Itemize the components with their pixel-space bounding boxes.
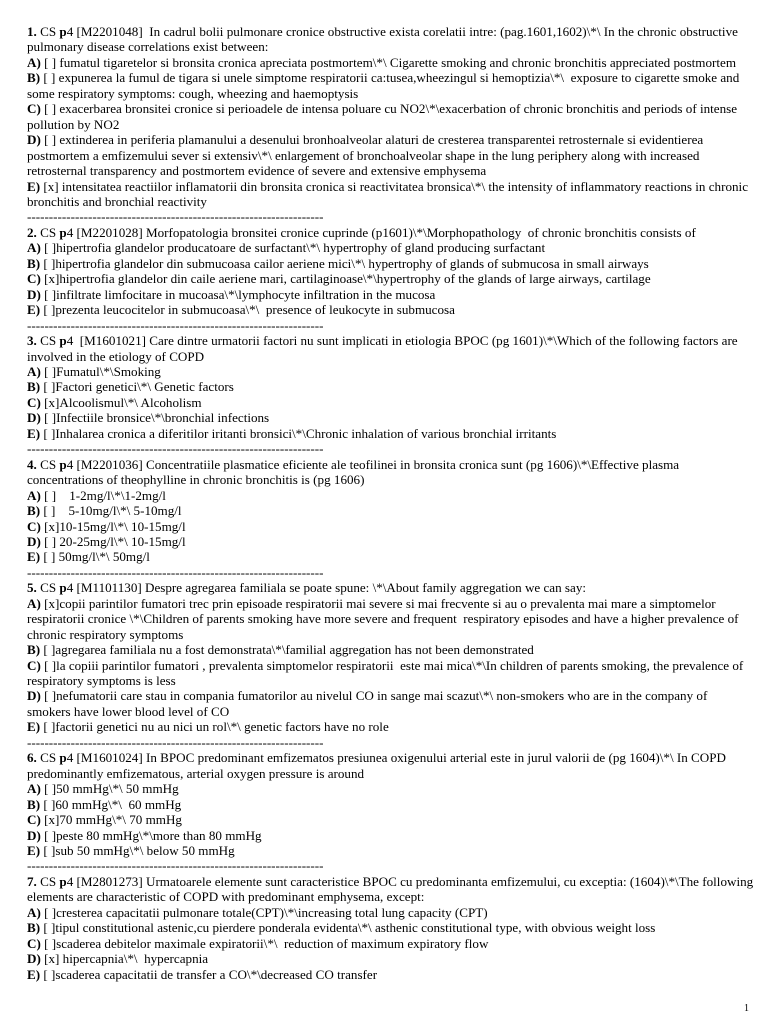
answer-option	[27, 240, 754, 255]
option-letter: D)	[27, 410, 41, 426]
question-3	[27, 333, 754, 364]
answer-option	[27, 179, 754, 210]
question-p-number: 4	[66, 224, 74, 240]
question-category: CS	[40, 456, 57, 472]
option-letter: E)	[27, 719, 41, 735]
option-letter: E)	[27, 302, 41, 318]
question-4	[27, 457, 754, 488]
option-letter: C)	[27, 271, 41, 287]
question-separator: --------------------------------------------------------------------	[27, 317, 324, 333]
question-text: [M1101130] Despre agregarea familiala se poate spune: \*\About family aggregation we can say:	[73, 580, 587, 596]
answer-option	[27, 488, 754, 503]
option-text: [ ] exacerbarea bronsitei cronice si perioadele de intensa poluare cu NO2\*\exacerbation of chronic bronchitis and periods of intense pollution by NO2	[27, 101, 741, 132]
option-text: [x] hipercapnia\*\ hypercapnia	[40, 951, 209, 967]
answer-option	[27, 812, 754, 827]
page-number: 1	[744, 1003, 749, 1014]
question-number: 6.	[27, 750, 37, 766]
answer-option	[27, 410, 754, 425]
answer-option	[27, 302, 754, 317]
answer-option	[27, 905, 754, 920]
answer-option	[27, 55, 754, 70]
option-letter: E)	[27, 549, 41, 565]
option-text: [ ]tipul constitutional astenic,cu pierdere ponderala evidenta\*\ asthenic constitutional type, with obvious weight loss	[40, 920, 656, 936]
option-letter: A)	[27, 54, 41, 70]
option-letter: C)	[27, 518, 41, 534]
question-separator: --------------------------------------------------------------------	[27, 858, 324, 874]
option-text: [ ]50 mmHg\*\ 50 mmHg	[40, 781, 179, 797]
answer-option	[27, 596, 754, 642]
option-letter: B)	[27, 503, 41, 519]
option-text: [ ]sub 50 mmHg\*\ below 50 mmHg	[40, 843, 235, 859]
answer-option	[27, 549, 754, 564]
option-text: [ ]60 mmHg\*\ 60 mmHg	[40, 796, 182, 812]
question-separator: --------------------------------------------------------------------	[27, 564, 324, 580]
answer-option	[27, 256, 754, 271]
question-text: [M2201036] Concentratiile plasmatice eficiente ale teofilinei in bronsita cronica sunt (pg 1606)\*\Effective plasma concentrations of theophylline in chronic bronchitis is (pg 1606)	[27, 456, 683, 488]
option-text: [x]Alcoolismul\*\ Alcoholism	[40, 394, 202, 410]
answer-option	[27, 797, 754, 812]
option-text: [x]70 mmHg\*\ 70 mmHg	[40, 812, 182, 828]
option-text: [ ]prezenta leucocitelor in submucoasa\*\ presence of leukocyte in submucosa	[40, 302, 455, 318]
answer-option	[27, 642, 754, 657]
option-letter: A)	[27, 363, 41, 379]
question-number: 3.	[27, 333, 37, 349]
option-text: [ ]agregarea familiala nu a fost demonstrata\*\familial aggregation has not been demonstrated	[40, 642, 534, 658]
answer-option	[27, 534, 754, 549]
question-category: CS	[40, 580, 57, 596]
option-text: [ ] 5-10mg/l\*\ 5-10mg/l	[40, 503, 182, 519]
answer-option	[27, 287, 754, 302]
question-p-number: 4	[66, 456, 74, 472]
question-text: [M2801273] Urmatoarele elemente sunt caracteristice BPOC cu predominanta emfizemului, cu exceptia: (1604)\*\The following elements are characteristic of COPD with predominant emphysema, except:	[27, 873, 757, 905]
question-separator: --------------------------------------------------------------------	[27, 441, 324, 457]
question-p-marker: p	[59, 224, 67, 240]
option-letter: C)	[27, 657, 41, 673]
option-letter: C)	[27, 812, 41, 828]
option-text: [ ]Inhalarea cronica a diferitilor iritanti bronsici\*\Chronic inhalation of various bronchial irritants	[40, 425, 557, 441]
option-text: [ ]factorii genetici nu au nici un rol\*\ genetic factors have no role	[40, 719, 389, 735]
answer-option	[27, 658, 754, 689]
option-letter: E)	[27, 966, 41, 982]
option-text: [ ]Fumatul\*\Smoking	[40, 363, 161, 379]
option-letter: D)	[27, 688, 41, 704]
question-number: 2.	[27, 224, 37, 240]
question-p-number: 4	[66, 873, 74, 889]
option-text: [ ] 50mg/l\*\ 50mg/l	[40, 549, 150, 565]
answer-option	[27, 936, 754, 951]
option-letter: C)	[27, 101, 41, 117]
question-number: 1.	[27, 24, 37, 39]
option-letter: B)	[27, 379, 41, 395]
option-letter: A)	[27, 781, 41, 797]
question-5	[27, 580, 754, 595]
question-number: 7.	[27, 873, 37, 889]
question-category: CS	[40, 24, 57, 39]
answer-option	[27, 781, 754, 796]
option-letter: D)	[27, 533, 41, 549]
answer-option	[27, 132, 754, 178]
option-letter: D)	[27, 951, 41, 967]
option-text: [ ]hipertrofia glandelor din submucoasa cailor aeriene mici\*\ hypertrophy of glands of submucosa in small airways	[40, 255, 649, 271]
option-letter: E)	[27, 178, 41, 194]
option-letter: E)	[27, 843, 41, 859]
option-text: [ ]Infectiile bronsice\*\bronchial infections	[40, 410, 270, 426]
option-letter: C)	[27, 394, 41, 410]
option-text: [ ] 20-25mg/l\*\ 10-15mg/l	[40, 533, 186, 549]
answer-option	[27, 519, 754, 534]
option-letter: B)	[27, 70, 41, 86]
question-2	[27, 225, 754, 240]
question-separator: --------------------------------------------------------------------	[27, 734, 324, 750]
option-text: [ ]hipertrofia glandelor producatoare de surfactant\*\ hypertrophy of gland producing surfactant	[40, 240, 546, 256]
answer-option	[27, 688, 754, 719]
question-text: [M2201048] In cadrul bolii pulmonare cronice obstructive exista corelatii intre: (pag.1601,1602)\*\ In the chronic obstructive pulmonary disease correlations exist between:	[27, 24, 742, 55]
option-text: [ ] fumatul tigaretelor si bronsita cronica apreciata postmortem\*\ Cigarette smoking and chronic bronchitis appreciated postmortem	[40, 54, 737, 70]
question-p-marker: p	[59, 750, 67, 766]
answer-option	[27, 426, 754, 441]
answer-option	[27, 503, 754, 518]
option-text: [ ]scaderea debitelor maximale expiratorii\*\ reduction of maximum expiratory flow	[40, 935, 489, 951]
option-text: [ ]la copiii parintilor fumatori , prevalenta simptomelor respiratorii este mai mica\*\In children of parents smoking, the prevalence of respiratory symptoms is less	[27, 657, 747, 689]
option-text: [ ]nefumatorii care stau in compania fumatorilor au nivelul CO in sange mai scazut\*\ non-smokers who are in the company of smokers have lower blood level of CO	[27, 688, 711, 719]
option-letter: A)	[27, 487, 41, 503]
answer-option	[27, 101, 754, 132]
question-p-marker: p	[59, 873, 67, 889]
question-number: 4.	[27, 456, 37, 472]
question-category: CS	[40, 333, 57, 349]
answer-option	[27, 828, 754, 843]
option-letter: B)	[27, 255, 41, 271]
option-text: [ ]scaderea capacitatii de transfer a CO\*\decreased CO transfer	[40, 966, 378, 982]
answer-option	[27, 364, 754, 379]
option-text: [x] intensitatea reactiilor inflamatorii din bronsita cronica si reactivitatea bronsica\*\ the intensity of inflammatory reactions in chronic bronchitis and bronchial reactivity	[27, 178, 752, 209]
question-separator: --------------------------------------------------------------------	[27, 209, 324, 225]
option-letter: D)	[27, 286, 41, 302]
option-letter: A)	[27, 904, 41, 920]
question-number: 5.	[27, 580, 37, 596]
question-p-number: 4	[66, 750, 74, 766]
answer-option	[27, 271, 754, 286]
option-text: [ ]Factori genetici\*\ Genetic factors	[40, 379, 234, 395]
question-p-marker: p	[59, 333, 67, 349]
option-text: [ ]infiltrate limfocitare in mucoasa\*\lymphocyte infiltration in the mucosa	[40, 286, 436, 302]
question-category: CS	[40, 224, 57, 240]
question-text: [M2201028] Morfopatologia bronsitei cronice cuprinde (p1601)\*\Morphopathology of chronic bronchitis consists of	[73, 224, 696, 240]
answer-option	[27, 395, 754, 410]
option-letter: B)	[27, 796, 41, 812]
answer-option	[27, 70, 754, 101]
option-text: [x]10-15mg/l\*\ 10-15mg/l	[40, 518, 186, 534]
option-text: [ ] expunerea la fumul de tigara si unele simptome respiratorii ca:tusea,wheezingul si hemoptizia\*\ exposure to cigarette smoke and some respiratory symptoms: cough, wheezing and haemoptysis	[27, 70, 743, 101]
option-text: [x]hipertrofia glandelor din caile aeriene mari, cartilaginoase\*\hypertrophy of the glands of large airways, cartilage	[40, 271, 651, 287]
option-letter: E)	[27, 425, 41, 441]
question-category: CS	[40, 750, 57, 766]
question-p-number: 4	[66, 580, 74, 596]
question-p-marker: p	[59, 456, 67, 472]
answer-option	[27, 843, 754, 858]
answer-option	[27, 920, 754, 935]
question-category: CS	[40, 873, 57, 889]
answer-option	[27, 379, 754, 394]
question-p-marker: p	[59, 580, 67, 596]
option-letter: A)	[27, 595, 41, 611]
option-letter: D)	[27, 827, 41, 843]
option-text: [ ] 1-2mg/l\*\1-2mg/l	[40, 487, 166, 503]
question-6	[27, 750, 754, 781]
question-p-number: 4	[66, 333, 74, 349]
question-text: [M1601021] Care dintre urmatorii factori nu sunt implicati in etiologia BPOC (pg 1601)\*\Which of the following factors are involved in the etiology of COPD	[27, 333, 741, 364]
option-text: [x]copii parintilor fumatori trec prin episoade respiratorii mai severe si mai frecvente si au o prevalenta mai mare a simptomelor respiratorii cronice \*\Children of parents smoking have more severe and frequent respiratory episodes and have a higher prevalence of chronic respiratory symptoms	[27, 595, 742, 642]
option-text: [ ]cresterea capacitatii pulmonare totale(CPT)\*\increasing total lung capacity (CPT)	[40, 904, 488, 920]
question-p-number: 4	[66, 24, 74, 39]
option-letter: A)	[27, 240, 41, 256]
option-letter: C)	[27, 935, 41, 951]
option-letter: D)	[27, 132, 41, 148]
question-7	[27, 873, 757, 905]
question-p-marker: p	[59, 24, 67, 39]
option-letter: B)	[27, 920, 41, 936]
question-1	[27, 24, 754, 55]
answer-option	[27, 967, 754, 982]
question-text: [M1601024] In BPOC predominant emfizematos presiunea oxigenului arterial este in jurul valorii de (pg 1604)\*\ In COPD predominantly emfizematous, arterial oxygen pressure is around	[27, 750, 730, 781]
option-text: [ ]peste 80 mmHg\*\more than 80 mmHg	[40, 827, 262, 843]
answer-option	[27, 951, 754, 966]
answer-option	[27, 719, 754, 734]
option-text: [ ] extinderea in periferia plamanului a desenului bronhoalveolar alaturi de cresterea transparentei retrosternale si evidentierea postmortem a emfizemului sever si extensiv\*\ enlargement of bronchoalveolar shape in the lung periphery along with increased retrosternal transparency and postmortem evidence of severe and extensive emphysema	[27, 132, 707, 179]
option-letter: B)	[27, 642, 41, 658]
